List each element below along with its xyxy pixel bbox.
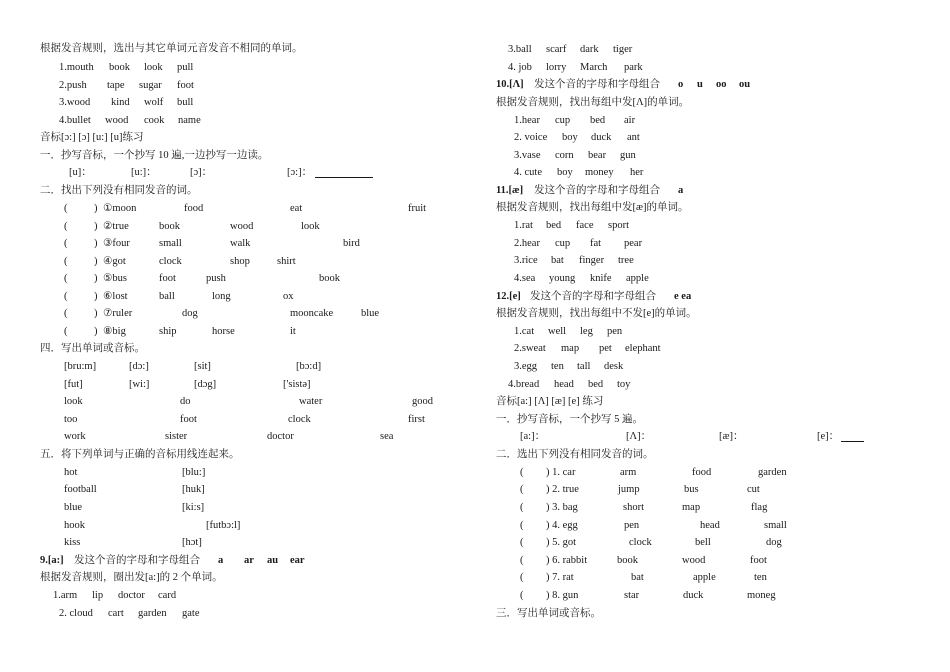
- text-left-s2-rows-3-5: shirt: [277, 256, 296, 267]
- text-right-s2-rows-5-1: ) 6. rabbit: [546, 555, 588, 566]
- text-left-q3-1: kind: [111, 97, 130, 108]
- text-right-s2-rows-2-3: map: [682, 502, 701, 513]
- text-left-s2-rows-2-0[interactable]: (: [64, 238, 68, 249]
- text-right-h10-items-0-2: bed: [590, 115, 606, 126]
- text-right-h11-items-1-2: fat: [590, 238, 602, 249]
- text-left-s4-rows-2-0: look: [64, 396, 83, 407]
- text-right-h12-items-0-1: well: [548, 326, 567, 337]
- text-right-h10-items-1-0: 2. voice: [514, 132, 548, 143]
- text-left-s5-rows-0-0[interactable]: hot: [64, 467, 78, 478]
- text-right-h10-items-3-3: her: [630, 167, 644, 178]
- text-right-s2-rows-0-1: ) 1. car: [546, 467, 576, 478]
- text-right-s2-rows-0-0[interactable]: (: [520, 467, 524, 478]
- text-right-s2-rows-7-4: moneg: [747, 590, 776, 601]
- text-left-s4-rows-0-2: [sit]: [194, 361, 211, 372]
- text-right-h12-items-2-2: tall: [577, 361, 591, 372]
- text-right-h11-items-3-0: 4.sea: [514, 273, 536, 284]
- text-right-h11-items-0-3: sport: [608, 220, 629, 231]
- text-left-s5-rows-4-1[interactable]: [hɔt]: [182, 537, 202, 548]
- text-left-s5-title: 五．将下列单词与正确的音标用线连起来。: [40, 449, 240, 460]
- text-left-q1-3: pull: [177, 62, 194, 73]
- text-left-q1-2: look: [144, 62, 163, 73]
- text-right-h11-items-2-2: finger: [579, 255, 605, 266]
- text-left-h9-q2-1: cart: [108, 608, 124, 619]
- text-right-h12-items-1-0: 2.sweat: [514, 343, 546, 354]
- text-left-s2-rows-1-2: ②true: [103, 221, 129, 232]
- text-right-s2-rows-1-0[interactable]: (: [520, 484, 524, 495]
- text-right-h11-items-3-2: knife: [590, 273, 612, 284]
- text-right-h10-items-3-1: boy: [557, 167, 573, 178]
- text-left-s2-rows-6-3: dog: [182, 308, 198, 319]
- text-right-q3-0: 3.ball: [508, 44, 532, 55]
- text-left-s2-rows-2-3: small: [159, 238, 182, 249]
- text-left-s2-rows-0-3: food: [184, 203, 204, 214]
- text-left-h9-1: 发这个音的字母和字母组合: [74, 555, 200, 566]
- text-left-s2-rows-3-0[interactable]: (: [64, 256, 68, 267]
- text-right-q3-3: tiger: [613, 44, 633, 55]
- text-left-s1-title: 一．抄写音标，一个抄写 10 遍,一边抄写一边读。: [40, 150, 269, 161]
- text-left-s2-rows-7-5: it: [290, 326, 296, 337]
- text-right-s2-rows-6-0[interactable]: (: [520, 572, 524, 583]
- text-right-h10-0: 10.[Λ]: [496, 79, 524, 90]
- text-left-s2-rows-6-2: ⑦ruler: [103, 308, 133, 319]
- text-left-q2-0: 2.push: [59, 80, 87, 91]
- text-left-s2-rows-1-5: look: [301, 221, 320, 232]
- text-right-h12-items-3-3: toy: [617, 379, 631, 390]
- text-left-s1-items-3: [ɔ:]：: [287, 167, 313, 178]
- text-right-s2-rows-6-3: apple: [693, 572, 716, 583]
- text-left-h9-q1-2: doctor: [118, 590, 145, 601]
- text-right-h10-items-0-3: air: [624, 115, 636, 126]
- text-right-h12-items-0-2: leg: [580, 326, 593, 337]
- text-right-s2-title: 二．选出下列没有相同发音的词。: [496, 449, 654, 460]
- text-right-s1-items-1: [Λ]：: [626, 431, 652, 442]
- text-left-s2-rows-3-1: ): [94, 256, 98, 267]
- text-left-h9-rule: 根据发音规则，圈出发[a:]的 2 个单词。: [40, 572, 223, 583]
- text-left-s4-rows-3-1: foot: [180, 414, 197, 425]
- text-right-s2-rows-3-1: ) 4. egg: [546, 520, 578, 531]
- text-left-s4-rows-1-2: [dɔg]: [194, 379, 217, 390]
- text-right-h11-items-2-0: 3.rice: [514, 255, 538, 266]
- text-right-q4-2: March: [580, 62, 608, 73]
- text-left-q2-3: foot: [177, 80, 194, 91]
- text-left-s4-rows-1-0: [fut]: [64, 379, 83, 390]
- text-right-h11-items-1-0: 2.hear: [514, 238, 540, 249]
- text-left-s2-rows-0-4: eat: [290, 203, 303, 214]
- text-left-s4-rows-4-3: sea: [380, 431, 394, 442]
- text-left-s2-rows-7-2: ⑧big: [103, 326, 126, 337]
- text-right-s1-items-3: [e]：: [817, 431, 840, 442]
- text-left-s4-rows-4-0: work: [64, 431, 86, 442]
- text-left-q3-2: wolf: [144, 97, 164, 108]
- text-left-s2-rows-4-1: ): [94, 273, 98, 284]
- text-right-s2-rows-3-0[interactable]: (: [520, 520, 524, 531]
- text-left-s4-rows-2-3: good: [412, 396, 433, 407]
- text-right-s2-rows-2-1: ) 3. bag: [546, 502, 578, 513]
- text-right-h11-items-0-2: face: [576, 220, 594, 231]
- text-right-s2-rows-4-2: clock: [629, 537, 652, 548]
- text-right-s2-rows-4-3: bell: [695, 537, 711, 548]
- text-right-s1-title: 一．抄写音标，一个抄写 5 遍。: [496, 414, 643, 425]
- text-right-s2-rows-5-0[interactable]: (: [520, 555, 524, 566]
- text-right-s2-rows-5-2: book: [617, 555, 638, 566]
- text-left-s4-rows-4-2: doctor: [267, 431, 294, 442]
- text-left-s4-rows-3-2: clock: [288, 414, 311, 425]
- text-left-s4-rows-0-0: [bru:m]: [64, 361, 97, 372]
- text-right-s2-rows-7-0[interactable]: (: [520, 590, 524, 601]
- text-left-s2-rows-1-0[interactable]: (: [64, 221, 68, 232]
- text-right-h12-items-1-1: map: [561, 343, 580, 354]
- text-left-s2-rows-5-1: ): [94, 291, 98, 302]
- text-right-s2-rows-4-1: ) 5. got: [546, 537, 577, 548]
- text-left-s2-rows-3-4: shop: [230, 256, 250, 267]
- text-left-h9-q2-3: gate: [182, 608, 200, 619]
- text-right-s2-rows-1-1: ) 2. true: [546, 484, 579, 495]
- text-left-s2-rows-2-1: ): [94, 238, 98, 249]
- text-left-q3-3: bull: [177, 97, 194, 108]
- text-left-s2-rows-4-2: ⑤bus: [103, 273, 127, 284]
- text-left-q4-1: wood: [105, 115, 129, 126]
- text-right-h10-1: 发这个音的字母和字母组合: [534, 79, 660, 90]
- text-right-h12-0: 12.[e]: [496, 291, 521, 302]
- text-right-h10-items-1-3: ant: [627, 132, 640, 143]
- text-left-s4-rows-0-3: [bɔ:d]: [296, 361, 322, 372]
- text-right-h12-items-3-0: 4.bread: [508, 379, 540, 390]
- text-right-s2-rows-3-4: small: [764, 520, 787, 531]
- text-left-s5-rows-1-1[interactable]: [huk]: [182, 484, 205, 495]
- text-left-h9-q2-2: garden: [138, 608, 167, 619]
- text-left-h9-q2-0: 2. cloud: [59, 608, 93, 619]
- text-left-q2-1: tape: [107, 80, 125, 91]
- text-right-h12-items-0-0: 1.cat: [514, 326, 535, 337]
- text-right-q3-1: scarf: [546, 44, 567, 55]
- text-right-h12-items-2-3: desk: [604, 361, 624, 372]
- text-right-q3-2: dark: [580, 44, 599, 55]
- text-left-s2-rows-5-3: ball: [159, 291, 175, 302]
- text-right-h11-items-0-0: 1.rat: [514, 220, 533, 231]
- text-right-h12-2: e ea: [674, 291, 692, 302]
- text-right-h11-items-1-1: cup: [555, 238, 571, 249]
- text-right-h12-items-2-0: 3.egg: [514, 361, 538, 372]
- text-right-h10-2: o: [678, 79, 684, 90]
- text-right-h12-items-3-2: bed: [588, 379, 604, 390]
- text-left-s2-rows-6-1: ): [94, 308, 98, 319]
- text-left-s2-rows-5-2: ⑥lost: [103, 291, 128, 302]
- text-right-s2-rows-2-4: flag: [751, 502, 768, 513]
- text-left-q1-0: 1.mouth: [59, 62, 94, 73]
- text-right-h12-items-3-1: head: [554, 379, 574, 390]
- text-left-s2-rows-2-2: ③four: [103, 238, 130, 249]
- text-right-h12-items-2-1: ten: [551, 361, 564, 372]
- text-left-h9-2: a: [218, 555, 224, 566]
- text-right-h12-rule: 根据发音规则，找出每组中不发[e]的单词。: [496, 308, 697, 319]
- text-left-s2-rows-4-4: push: [206, 273, 226, 284]
- text-right-s2-rows-4-0[interactable]: (: [520, 537, 524, 548]
- text-left-h9-q1-3: card: [158, 590, 177, 601]
- text-left-s2-rows-7-4: horse: [212, 326, 235, 337]
- text-right-s2-rows-6-4: ten: [754, 572, 767, 583]
- text-left-s5-rows-3-0[interactable]: hook: [64, 520, 85, 531]
- text-right-h11-1: 发这个音的字母和字母组合: [534, 185, 660, 196]
- text-right-h11-items-3-3: apple: [626, 273, 649, 284]
- text-left-h9-q1-0: 1.arm: [53, 590, 78, 601]
- text-left-s2-rows-7-1: ): [94, 326, 98, 337]
- text-right-h10-5: ou: [739, 79, 751, 90]
- text-right-h11-items-0-1: bed: [546, 220, 562, 231]
- text-left-h9-4: au: [267, 555, 279, 566]
- text-right-s2-rows-6-2: bat: [631, 572, 644, 583]
- text-right-h10-items-0-1: cup: [555, 115, 571, 126]
- text-left-s5-rows-2-0[interactable]: blue: [64, 502, 83, 513]
- text-left-s2-rows-6-5: blue: [361, 308, 380, 319]
- text-right-h12-items-0-3: pen: [607, 326, 623, 337]
- text-right-q4-1: lorry: [546, 62, 567, 73]
- text-right-h10-items-2-0: 3.vase: [514, 150, 541, 161]
- text-left-s2-rows-1-4: wood: [230, 221, 254, 232]
- text-left-s2-title: 二．找出下列没有相同发音的词。: [40, 185, 198, 196]
- text-left-s2-rows-5-0[interactable]: (: [64, 291, 68, 302]
- text-left-s2-rows-3-3: clock: [159, 256, 182, 267]
- text-right-h12-items-1-2: pet: [599, 343, 612, 354]
- text-left-h9-5: ear: [290, 555, 305, 566]
- text-right-h12-1: 发这个音的字母和字母组合: [530, 291, 656, 302]
- text-right-h11-items-3-1: young: [549, 273, 576, 284]
- text-left-s2-rows-0-5: fruit: [408, 203, 427, 214]
- answer-blank[interactable]: [841, 429, 864, 442]
- text-left-s1-items-2: [ɔ]：: [190, 167, 213, 178]
- text-right-s2-rows-3-2: pen: [624, 520, 640, 531]
- text-right-s2-rows-5-3: wood: [682, 555, 706, 566]
- text-right-h11-items-1-3: pear: [624, 238, 643, 249]
- text-right-s1-items-0: [a:]：: [520, 431, 546, 442]
- text-left-h9-q1-1: lip: [92, 590, 104, 601]
- text-left-s2-rows-2-5: bird: [343, 238, 360, 249]
- text-right-h10-items-2-1: corn: [555, 150, 574, 161]
- text-right-h11-0: 11.[æ]: [496, 185, 524, 196]
- text-right-s2-rows-0-2: arm: [620, 467, 637, 478]
- text-right-s2-rows-1-4: cut: [747, 484, 760, 495]
- text-right-s3-title: 三．写出单词或音标。: [496, 608, 601, 619]
- text-left-s1-items-1: [u:]：: [131, 167, 157, 178]
- text-left-s4-rows-2-2: water: [299, 396, 323, 407]
- text-right-s2-rows-1-2: jump: [618, 484, 640, 495]
- text-left-s1-items-0: [u]：: [69, 167, 92, 178]
- text-right-h11-rule: 根据发音规则，找出每组中发[æ]的单词。: [496, 202, 689, 213]
- text-right-h10-3: u: [697, 79, 703, 90]
- text-left-s2-rows-4-5: book: [319, 273, 340, 284]
- text-left-q4-0: 4.bullet: [59, 115, 91, 126]
- text-right-h11-items-2-3: tree: [618, 255, 634, 266]
- text-left-s2-rows-5-5: ox: [283, 291, 294, 302]
- text-right-h10-items-2-2: bear: [588, 150, 607, 161]
- answer-blank[interactable]: [315, 165, 373, 178]
- text-right-s2-rows-5-4: foot: [750, 555, 767, 566]
- text-right-s2-rows-2-2: short: [623, 502, 644, 513]
- text-left-h9-0: 9.[a:]: [40, 555, 64, 566]
- text-right-s2-rows-3-3: head: [700, 520, 720, 531]
- text-right-s2-rows-0-4: garden: [758, 467, 787, 478]
- text-right-h10-rule: 根据发音规则，找出每组中发[Λ]的单词。: [496, 97, 690, 108]
- text-right-h10-items-3-0: 4. cute: [514, 167, 542, 178]
- text-left-s2-rows-3-2: ④got: [103, 256, 126, 267]
- text-right-h11-items-2-1: bat: [551, 255, 564, 266]
- text-right-h11-2: a: [678, 185, 684, 196]
- text-right-h10-items-1-2: duck: [591, 132, 612, 143]
- text-left-s2-rows-1-1: ): [94, 221, 98, 232]
- text-left-s2-rows-6-4: mooncake: [290, 308, 334, 319]
- text-left-s2-rows-6-0[interactable]: (: [64, 308, 68, 319]
- text-right-s2-rows-7-1: ) 8. gun: [546, 590, 579, 601]
- text-right-s1-items-2: [æ]：: [719, 431, 744, 442]
- text-left-s4-rows-1-3: ['sistə]: [283, 379, 311, 390]
- text-right-s2-rows-1-3: bus: [684, 484, 699, 495]
- text-left-practice-title: 音标[ɔ:] [ɔ] [u:] [u]练习: [40, 132, 144, 143]
- text-left-s2-rows-0-2: ①moon: [103, 203, 137, 214]
- text-left-s2-rows-0-1: ): [94, 203, 98, 214]
- text-right-s2-rows-2-0[interactable]: (: [520, 502, 524, 513]
- text-left-s2-rows-5-4: long: [212, 291, 231, 302]
- text-right-h10-items-3-2: money: [585, 167, 614, 178]
- text-left-s4-rows-3-3: first: [408, 414, 425, 425]
- text-left-q1-1: book: [109, 62, 130, 73]
- text-left-s2-rows-4-3: foot: [159, 273, 176, 284]
- text-right-practice-title: 音标[a:] [Λ] [æ] [e] 练习: [496, 396, 604, 407]
- text-left-s2-rows-2-4: walk: [230, 238, 251, 249]
- text-right-h10-items-0-0: 1.hear: [514, 115, 540, 126]
- text-right-s2-rows-7-3: duck: [683, 590, 704, 601]
- text-left-s4-rows-2-1: do: [180, 396, 191, 407]
- text-left-s5-rows-4-0[interactable]: kiss: [64, 537, 81, 548]
- text-right-h10-items-2-3: gun: [620, 150, 636, 161]
- text-left-s4-rows-4-1: sister: [165, 431, 188, 442]
- text-left-s4-rows-0-1: [dɔ:]: [129, 361, 149, 372]
- text-left-q2-2: sugar: [139, 80, 162, 91]
- text-left-s5-rows-0-1[interactable]: [blu:]: [182, 467, 206, 478]
- text-left-s2-rows-1-3: book: [159, 221, 180, 232]
- text-left-s4-title: 四．写出单词或音标。: [40, 343, 145, 354]
- text-right-q4-0: 4. job: [508, 62, 532, 73]
- text-right-q4-3: park: [624, 62, 643, 73]
- text-right-s2-rows-6-1: ) 7. rat: [546, 572, 574, 583]
- text-right-s2-rows-4-4: dog: [766, 537, 782, 548]
- text-left-q3-0: 3.wood: [59, 97, 91, 108]
- text-right-s2-rows-0-3: food: [692, 467, 712, 478]
- text-left-s2-rows-0-0[interactable]: (: [64, 203, 68, 214]
- text-right-s2-rows-7-2: star: [624, 590, 640, 601]
- text-left-intro: 根据发音规则，选出与其它单词元音发音不相同的单词。: [40, 43, 303, 54]
- text-left-q4-3: name: [178, 115, 201, 126]
- text-right-h12-items-1-3: elephant: [625, 343, 661, 354]
- text-left-s5-rows-2-1[interactable]: [ki:s]: [182, 502, 205, 513]
- text-right-h10-items-1-1: boy: [562, 132, 578, 143]
- text-left-s5-rows-1-0[interactable]: football: [64, 484, 97, 495]
- text-left-s2-rows-7-0[interactable]: (: [64, 326, 68, 337]
- text-left-s4-rows-3-0: too: [64, 414, 78, 425]
- text-left-s4-rows-1-1: [wi:]: [129, 379, 150, 390]
- text-left-s2-rows-7-3: ship: [159, 326, 177, 337]
- text-left-s2-rows-4-0[interactable]: (: [64, 273, 68, 284]
- text-right-h10-4: oo: [716, 79, 727, 90]
- text-left-q4-2: cook: [144, 115, 165, 126]
- text-left-s5-rows-3-1[interactable]: [futbɔ:l]: [206, 520, 241, 531]
- text-left-h9-3: ar: [244, 555, 254, 566]
